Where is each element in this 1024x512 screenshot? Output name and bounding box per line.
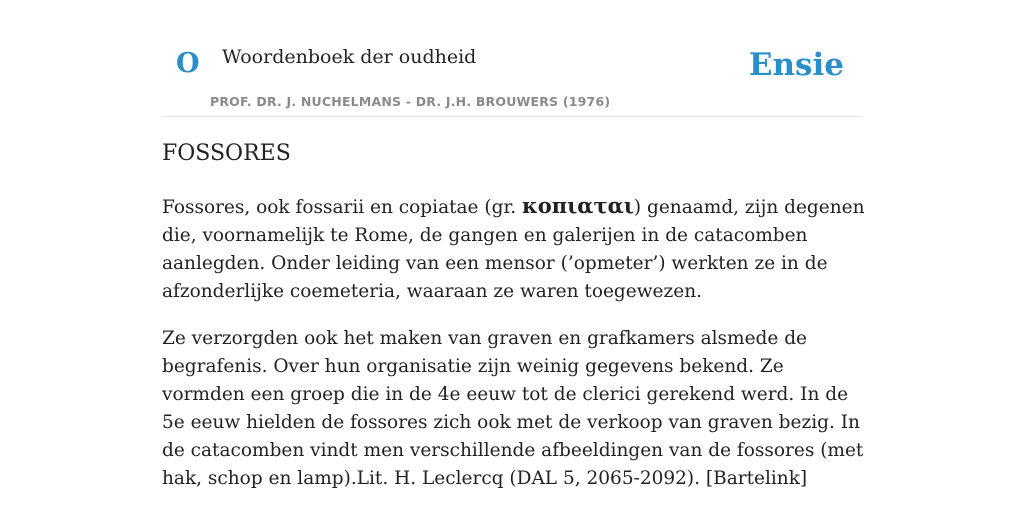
section-letter[interactable]: O [176, 48, 200, 79]
paragraph-1-text-start: Fossores, ook fossarii en copiatae (gr. [162, 197, 523, 218]
header [162, 0, 862, 117]
brand-logo[interactable]: Ensie [748, 47, 844, 83]
entry-paragraph-2: Ze verzorgden ook het maken van graven en grafkamers alsmede de begrafenis. Over hun organisatie zijn weinig gegevens bekend. Ze vormden een groep die in de 4e eeuw tot de clerici gerekend werd. In de 5e eeuw hielden de fossores zich ook met de verkoop van graven bezig. In de catacomben vindt men verschillende afbeeldingen van de fossores (met hak, schop en lamp).Lit. H. Leclercq (DAL 5, 2065-2092). [Bartelink] [162, 328, 864, 489]
entry-paragraph-1 [162, 192, 867, 306]
paragraph-1-text-end: ) genaamd, zijn degenen die, voornamelijk te Rome, de gangen en galerijen in de catacomben aanlegden. Onder leiding van een mensor (’opmeter’) werkten ze in de afzonderlijke coemeteria, waaraan ze waren toegewezen. [162, 197, 865, 302]
book-title[interactable]: Woordenboek der oudheid [222, 46, 477, 68]
greek-term: κοπιαται [522, 193, 634, 218]
book-authors: PROF. DR. J. NUCHELMANS - DR. J.H. BROUWERS (1976) [210, 94, 611, 109]
entry-body [162, 192, 867, 512]
entry-title: FOSSORES [162, 141, 291, 166]
